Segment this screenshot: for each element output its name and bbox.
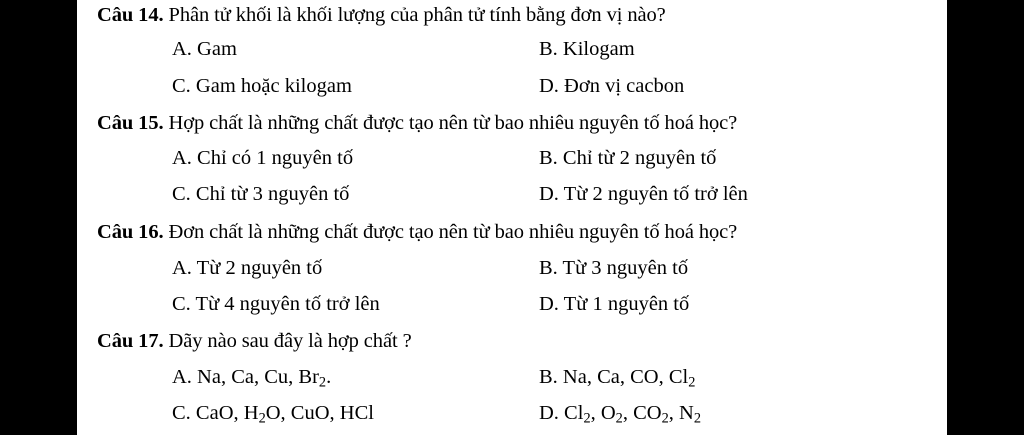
subscript: 2 (661, 410, 669, 427)
formula-text: , O (590, 402, 616, 424)
question-text: Hợp chất là những chất được tạo nên từ bao nhiêu nguyên tố hoá học? (168, 112, 738, 134)
formula-text: . (326, 366, 332, 388)
question-14 (97, 4, 666, 27)
formula-text: A. Na, Ca, Cu, Br (172, 366, 319, 388)
q14-option-d: D. Đơn vị cacbon (539, 75, 685, 97)
q15-option-d: D. Từ 2 nguyên tố trở lên (539, 183, 748, 205)
q15-option-c: C. Chỉ từ 3 nguyên tố (172, 183, 350, 205)
question-number: Câu 15. (97, 112, 164, 134)
q14-option-b: B. Kilogam (539, 38, 635, 60)
question-text: Dãy nào sau đây là hợp chất ? (168, 330, 412, 352)
q17-option-c (172, 402, 374, 425)
q16-option-d: D. Từ 1 nguyên tố (539, 293, 690, 315)
formula-text: , CO (622, 402, 662, 424)
formula-text: C. CaO, H (172, 402, 259, 424)
q14-option-c: C. Gam hoặc kilogam (172, 75, 352, 97)
subscript: 2 (693, 410, 701, 427)
question-number: Câu 14. (97, 4, 164, 26)
question-number: Câu 17. (97, 330, 164, 352)
subscript: 2 (258, 410, 266, 427)
formula-text: , N (668, 402, 694, 424)
question-text: Phân tử khối là khối lượng của phân tử tính bằng đơn vị nào? (168, 4, 666, 26)
q17-option-b (539, 366, 695, 389)
subscript: 2 (688, 374, 696, 391)
formula-text: B. Na, Ca, CO, Cl (539, 366, 689, 388)
q15-option-a: A. Chỉ có 1 nguyên tố (172, 147, 354, 169)
question-text: Đơn chất là những chất được tạo nên từ bao nhiêu nguyên tố hoá học? (168, 221, 738, 243)
q17-option-a (172, 366, 331, 389)
subscript: 2 (615, 410, 623, 427)
subscript: 2 (318, 374, 327, 391)
q17-option-d (539, 402, 701, 425)
worksheet-page (77, 0, 947, 435)
q14-option-a: A. Gam (172, 38, 237, 60)
q15-option-b: B. Chỉ từ 2 nguyên tố (539, 147, 717, 169)
question-15 (97, 112, 737, 135)
q16-option-a: A. Từ 2 nguyên tố (172, 257, 323, 279)
subscript: 2 (583, 410, 591, 427)
question-number: Câu 16. (97, 221, 164, 243)
q16-option-b: B. Từ 3 nguyên tố (539, 257, 689, 279)
question-17 (97, 330, 412, 353)
formula-text: D. Cl (539, 402, 584, 424)
question-16 (97, 221, 737, 244)
formula-text: O, CuO, HCl (265, 402, 374, 424)
q16-option-c: C. Từ 4 nguyên tố trở lên (172, 293, 380, 315)
